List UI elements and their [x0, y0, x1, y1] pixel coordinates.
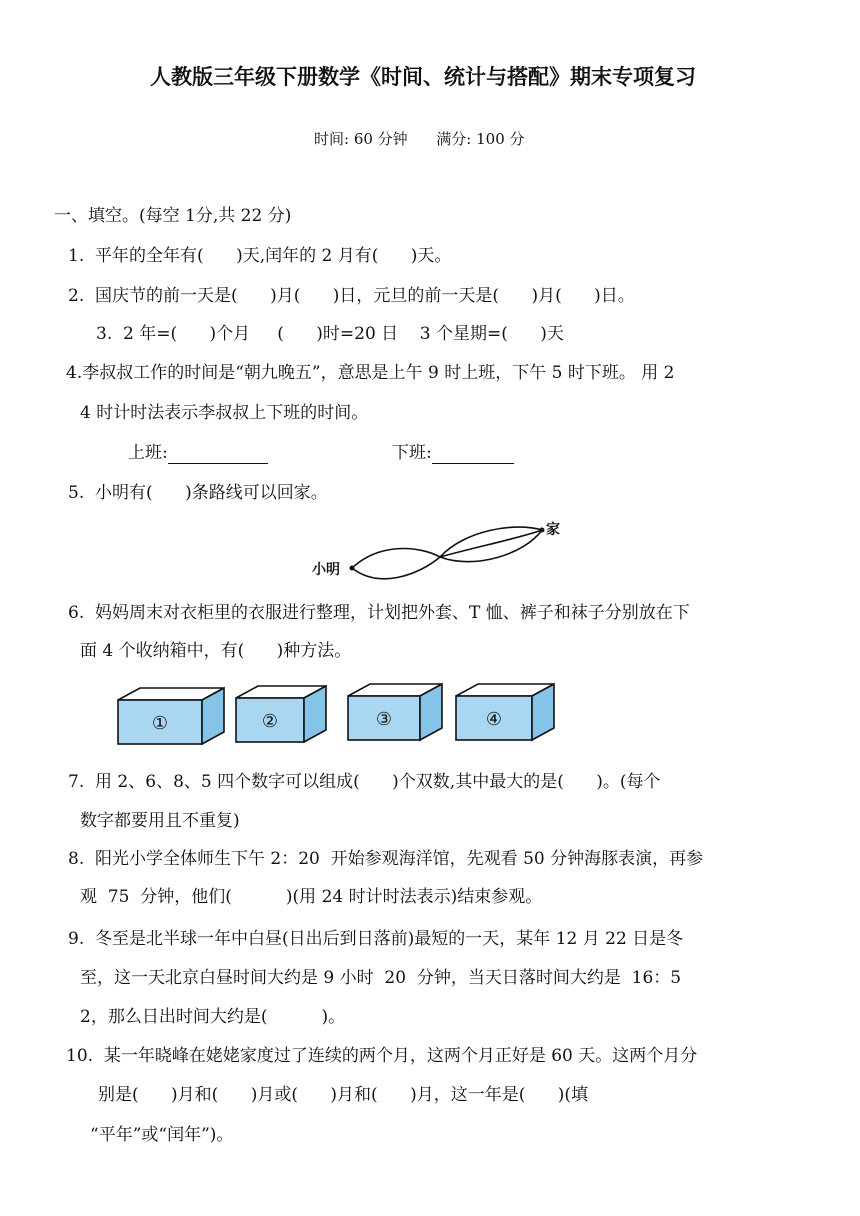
- page-title: 人教版三年级下册数学《时间、统计与搭配》期末专项复习: [150, 64, 696, 89]
- start-dot: [350, 566, 355, 571]
- question-2: 2. 国庆节的前一天是( )月( )日，元旦的前一天是( )月( )日。: [68, 286, 635, 306]
- label-xiaoming: 小明: [312, 562, 340, 578]
- question-9-line-2: 至，这一天北京白昼时间大约是 9 小时 20 分钟，当天日落时间大约是 16：5: [80, 968, 682, 988]
- question-1: 1. 平年的全年有( )天,闰年的 2 月有( )天。: [68, 246, 452, 266]
- route-path-lower: [352, 557, 440, 579]
- question-7-line-2: 数字都要用且不重复): [80, 811, 240, 831]
- question-8-line-2: 观 75 分钟，他们( )(用 24 时计时法表示)结束参观。: [80, 887, 543, 907]
- question-3: 3. 2 年=( )个月 ( )时=20 日 3 个星期=( )天: [96, 324, 564, 344]
- question-10-line-1: 10. 某一年晓峰在姥姥家度过了连续的两个月，这两个月正好是 60 天。这两个月分: [66, 1046, 698, 1066]
- storage-box-3: [348, 684, 442, 740]
- route-path-upper: [352, 548, 440, 568]
- storage-boxes: [110, 678, 570, 750]
- storage-box-1: [118, 688, 224, 744]
- storage-box-label: ③: [375, 709, 393, 730]
- question-6-line-2: 面 4 个收纳箱中，有( )种方法。: [80, 641, 352, 661]
- storage-box-label: ①: [151, 713, 169, 734]
- question-10-line-3: “平年”或“闰年”)。: [90, 1125, 234, 1145]
- question-4-line-2: 4 时计时法表示李叔叔上下班的时间。: [80, 403, 369, 423]
- route-diagram: [300, 510, 580, 585]
- q4-off-duty-blank[interactable]: [432, 447, 514, 464]
- question-7-line-1: 7. 用 2、6、8、5 四个数字可以组成( )个双数,其中最大的是( )。(每个: [68, 772, 661, 792]
- q4-on-duty-blank[interactable]: [168, 447, 268, 464]
- question-5: 5. 小明有( )条路线可以回家。: [68, 483, 328, 503]
- question-6-line-1: 6. 妈妈周末对衣柜里的衣服进行整理，计划把外套、T 恤、裤子和袜子分别放在下: [68, 603, 690, 623]
- exam-meta: 时间: 60 分钟 满分: 100 分: [314, 130, 525, 148]
- question-4-line-1: 4.李叔叔工作的时间是“朝九晚五”，意思是上午 9 时上班，下午 5 时下班。 用 2: [66, 363, 675, 383]
- storage-box-4: [456, 684, 554, 740]
- storage-box-label: ②: [261, 711, 279, 732]
- storage-box-2: [236, 686, 326, 742]
- section-heading: 一、填空。(每空 1分,共 22 分): [54, 206, 292, 226]
- q4-off-duty-label: 下班:: [392, 442, 514, 464]
- question-10-line-2: 别是( )月和( )月或( )月和( )月，这一年是( )(填: [98, 1085, 589, 1105]
- label-home: 家: [546, 522, 560, 538]
- question-9-line-3: 2，那么日出时间大约是( )。: [80, 1007, 346, 1027]
- end-dot: [540, 528, 545, 533]
- storage-box-label: ④: [485, 709, 503, 730]
- question-9-line-1: 9. 冬至是北半球一年中白昼(日出后到日落前)最短的一天，某年 12 月 22 日是冬: [68, 929, 684, 949]
- question-8-line-1: 8. 阳光小学全体师生下午 2：20 开始参观海洋馆，先观看 50 分钟海豚表演，再参: [68, 849, 704, 869]
- q4-on-duty-label: 上班:: [128, 442, 268, 464]
